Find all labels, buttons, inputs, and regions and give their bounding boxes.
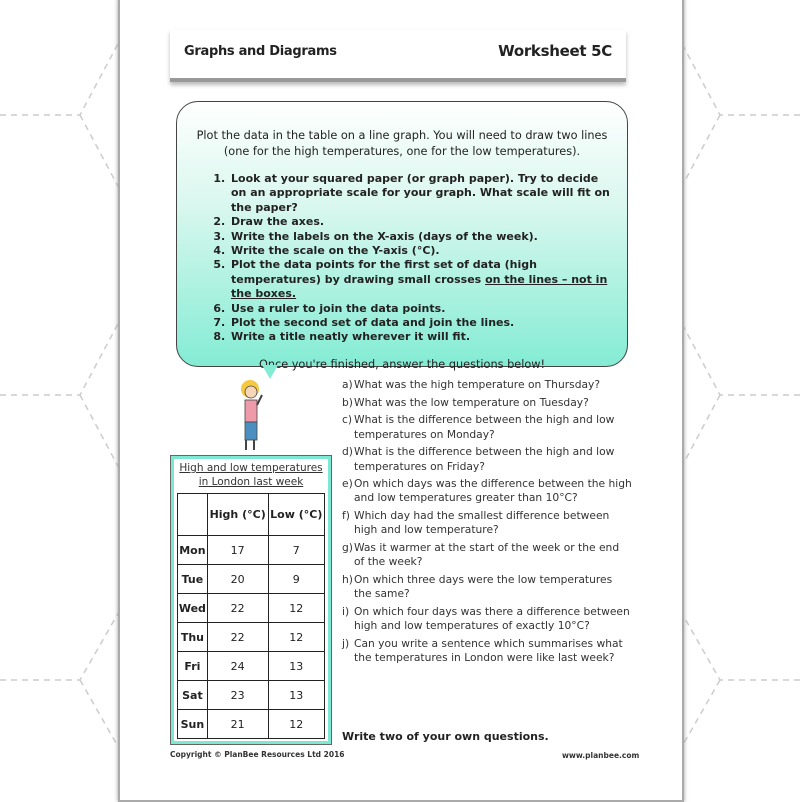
question-label: a) (342, 378, 353, 391)
own-questions-prompt: Write two of your own questions. (342, 730, 549, 743)
low-cell: 13 (268, 681, 325, 710)
day-cell: Fri (178, 652, 208, 681)
question-text: On which three days were the low temperatures the same? (354, 572, 613, 601)
low-cell: 7 (268, 536, 325, 565)
low-cell: 12 (268, 594, 325, 623)
step-5-underlined: on the lines – not in the boxes. (231, 272, 608, 301)
question-text: Was it warmer at the start of the week or the end of the week? (354, 541, 620, 569)
low-cell: 12 (268, 710, 325, 739)
table-row (178, 565, 325, 594)
table-row (178, 652, 325, 681)
copyright-text: Copyright © PlanBee Resources Ltd 2016 (170, 750, 345, 759)
temperature-table-box (170, 455, 332, 745)
day-cell: Wed (178, 594, 208, 623)
question-item (342, 541, 632, 569)
table-row (178, 594, 325, 623)
step-1: 1. Look at your squared paper (or graph paper). Try to decide on an appropriate scale for your graph. What scale will fit on the paper? (229, 172, 613, 215)
step-6: 6. Use a ruler to join the data points. (229, 302, 613, 316)
question-label: i) (342, 604, 350, 618)
step-5 (229, 258, 613, 301)
low-cell: 12 (268, 623, 325, 652)
table-row (178, 536, 325, 565)
question-text: On which days was the difference between the high and low temperatures greater than 10°C? (354, 477, 632, 505)
question-text: Which day had the smallest difference between high and low temperature? (354, 509, 610, 537)
questions-list (342, 378, 632, 669)
question-label: f) (342, 509, 350, 523)
question-text: What is the difference between the high and low temperatures on Monday? (354, 413, 615, 441)
day-cell: Sat (178, 681, 208, 710)
temperature-table (177, 493, 325, 739)
table-row (178, 681, 325, 710)
question-label: d) (342, 445, 353, 459)
instructions-outro: Once you're finished, answer the questions below! (258, 357, 546, 371)
header-day (178, 494, 208, 536)
subject-title: Graphs and Diagrams (184, 43, 337, 59)
step-3: 3. Write the labels on the X-axis (days of the week). (229, 230, 613, 244)
question-item (342, 573, 632, 601)
table-caption: High and low temperatures in London last week (179, 462, 323, 488)
table-header-row (178, 494, 325, 536)
question-label: j) (342, 636, 350, 650)
question-item (342, 637, 632, 665)
step-8: 8. Write a title neatly wherever it will fit. (229, 330, 613, 344)
header-low: Low (°C) (268, 494, 325, 536)
day-cell: Mon (178, 536, 208, 565)
question-text: Can you write a sentence which summarises what the temperatures in London were like last week? (354, 636, 623, 664)
low-cell: 9 (268, 565, 325, 594)
question-text: On which four days was there a difference between high and low temperatures of exactly 10°C? (354, 604, 630, 633)
question-label: c) (342, 413, 353, 427)
high-cell: 24 (207, 652, 268, 681)
high-cell: 22 (207, 594, 268, 623)
question-item (342, 477, 632, 505)
low-cell: 13 (268, 652, 325, 681)
day-cell: Sun (178, 710, 208, 739)
question-text: What is the difference between the high and low temperatures on Friday? (354, 445, 615, 473)
question-text: What was the high temperature on Thursday? (354, 378, 601, 391)
table-row (178, 710, 325, 739)
high-cell: 21 (207, 710, 268, 739)
step-2: 2. Draw the axes. (229, 215, 613, 229)
instructions-intro: Plot the data in the table on a line graph. You will need to draw two lines (one for the high temperatures, one for the low temperatures). (196, 129, 608, 158)
step-7: 7. Plot the second set of data and join the lines. (229, 316, 613, 330)
question-label: b) (342, 395, 353, 409)
cartoon-girl-illustration (232, 375, 272, 453)
high-cell: 17 (207, 536, 268, 565)
question-label: e) (342, 477, 353, 491)
step-4: 4. Write the scale on the Y-axis (°C). (229, 244, 613, 258)
header-high: High (°C) (207, 494, 268, 536)
question-text: What was the low temperature on Tuesday? (354, 395, 589, 409)
instructions-speech-bubble (176, 101, 628, 371)
high-cell: 22 (207, 623, 268, 652)
worksheet-header (170, 30, 626, 82)
question-item (342, 396, 632, 410)
question-item (342, 378, 632, 392)
table-row (178, 623, 325, 652)
question-item (342, 605, 632, 633)
step-5-text: Plot the data points for the first set of data (high temperatures) by drawing small crosses (231, 258, 537, 286)
instruction-steps (229, 172, 613, 345)
question-item (342, 509, 632, 537)
question-label: g) (342, 541, 353, 555)
question-label: h) (342, 572, 353, 586)
day-cell: Tue (178, 565, 208, 594)
website-text: www.planbee.com (562, 751, 640, 760)
question-item (342, 413, 632, 441)
worksheet-number: Worksheet 5C (498, 42, 612, 60)
question-item (342, 445, 632, 473)
day-cell: Thu (178, 623, 208, 652)
high-cell: 20 (207, 565, 268, 594)
high-cell: 23 (207, 681, 268, 710)
